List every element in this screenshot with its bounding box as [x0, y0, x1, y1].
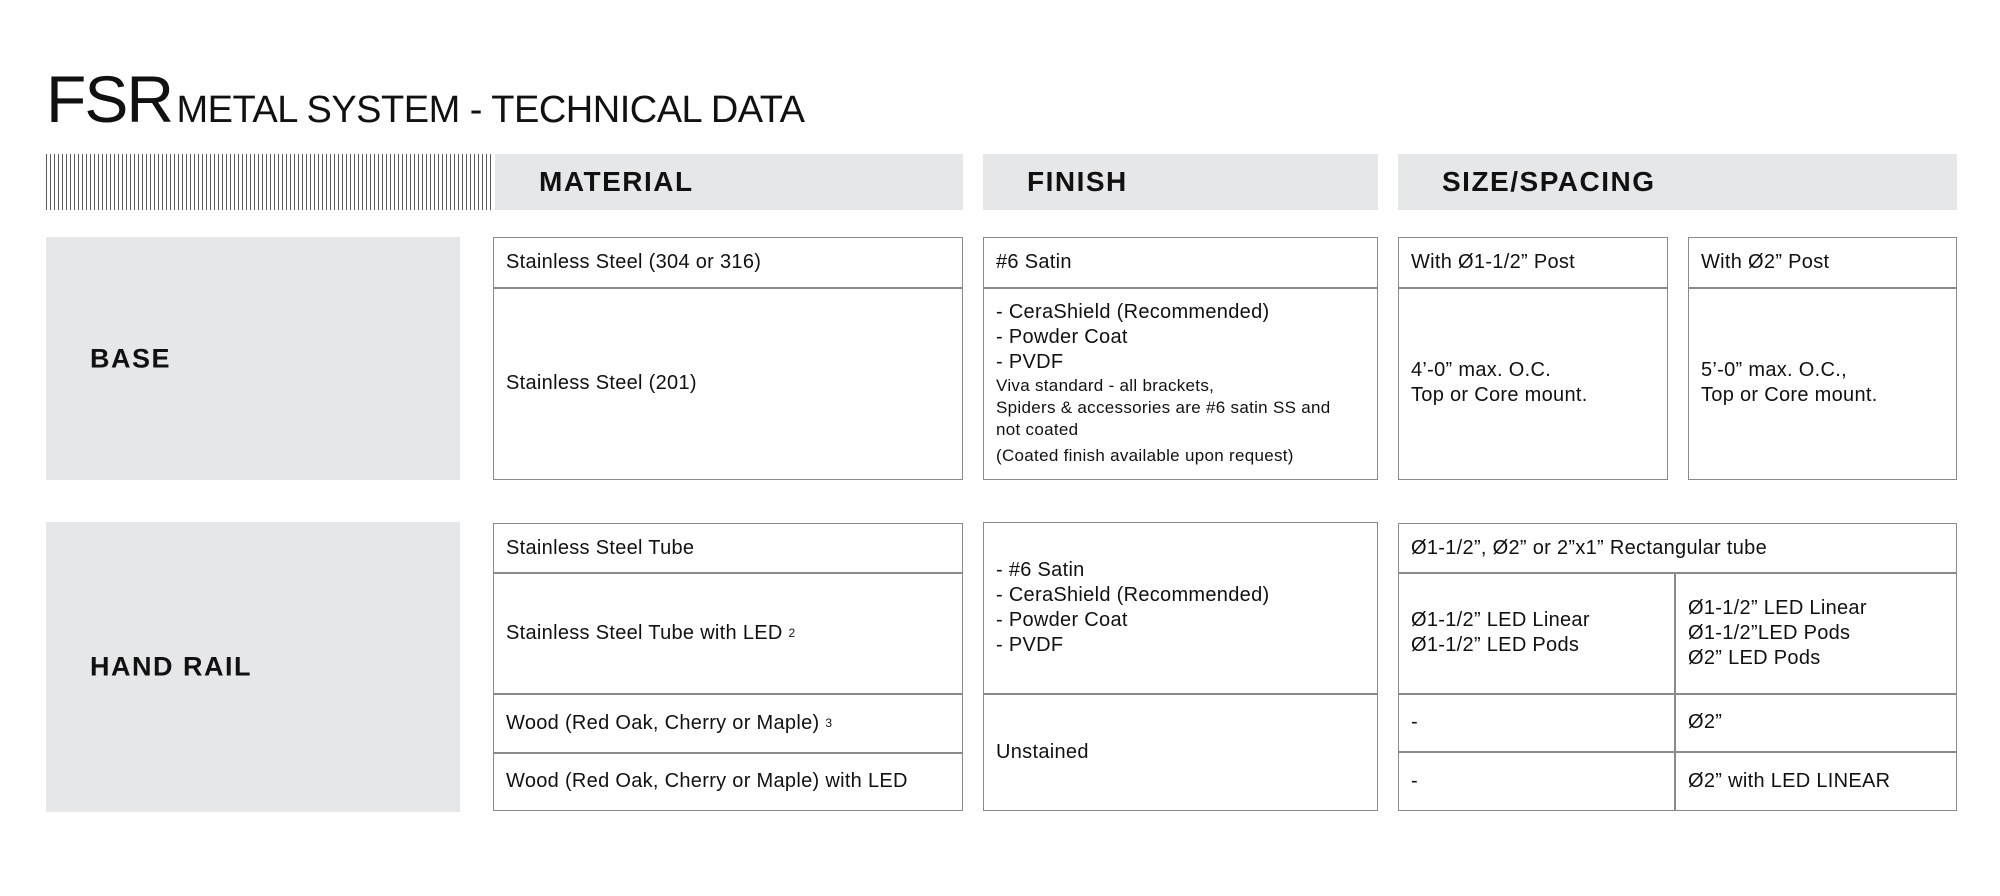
base-size-b-body: 5’-0” max. O.C., Top or Core mount.	[1701, 359, 1878, 406]
handrail-size-wood-b: Ø2”	[1688, 711, 1723, 733]
handrail-material-4: Wood (Red Oak, Cherry or Maple) with LED	[506, 770, 908, 792]
handrail-size-woodled-b: Ø2” with LED LINEAR	[1688, 769, 1891, 792]
handrail-size-head: Ø1-1/2”, Ø2” or 2”x1” Rectangular tube	[1411, 536, 1767, 559]
row-label-base: BASE	[46, 237, 460, 480]
handrail-size-woodled-a: -	[1411, 769, 1418, 792]
header-material: MATERIAL	[495, 154, 963, 210]
base-finish-box	[983, 237, 1378, 480]
base-material-2: Stainless Steel (201)	[506, 371, 697, 394]
handrail-finish-box	[983, 522, 1378, 811]
handrail-size-wood-a: -	[1411, 711, 1418, 733]
handrail-material-box	[493, 523, 963, 811]
handrail-material-2: Stainless Steel Tube with LED 2	[506, 621, 796, 644]
base-size-a-box	[1398, 237, 1668, 480]
header-size-spacing: SIZE/SPACING	[1398, 154, 1957, 210]
handrail-finish-1: - #6 Satin - CeraShield (Recommended) - Powder Coat - PVDF	[996, 559, 1270, 656]
handrail-size-led-a: Ø1-1/2” LED Linear Ø1-1/2” LED Pods	[1411, 609, 1590, 656]
row-label-hand-rail: HAND RAIL	[46, 522, 460, 812]
base-material-1: Stainless Steel (304 or 316)	[506, 251, 762, 273]
title-main: FSR	[46, 62, 172, 136]
base-size-b-head: With Ø2” Post	[1701, 251, 1830, 273]
header-finish: FINISH	[983, 154, 1378, 210]
handrail-size-box	[1398, 523, 1957, 811]
handrail-material-3: Wood (Red Oak, Cherry or Maple) 3	[506, 711, 833, 734]
base-size-b-box	[1688, 237, 1957, 480]
base-size-a-head: With Ø1-1/2” Post	[1411, 251, 1576, 273]
base-finish-2: - CeraShield (Recommended) - Powder Coat - PVDF Viva standard - all brackets, Spiders & accessories are #6 satin SS and not coated (Coated finish available upon request)	[996, 300, 1331, 465]
base-finish-1: #6 Satin	[996, 251, 1072, 273]
handrail-material-1: Stainless Steel Tube	[506, 536, 695, 559]
base-size-a-body: 4’-0” max. O.C. Top or Core mount.	[1411, 359, 1588, 406]
barcode-decoration	[46, 154, 492, 210]
handrail-size-led-b: Ø1-1/2” LED Linear Ø1-1/2”LED Pods Ø2” LED Pods	[1688, 596, 1867, 669]
page-title	[46, 62, 805, 136]
handrail-finish-2: Unstained	[996, 740, 1089, 763]
base-material-box	[493, 237, 963, 480]
title-sub: METAL SYSTEM - TECHNICAL DATA	[176, 89, 805, 131]
